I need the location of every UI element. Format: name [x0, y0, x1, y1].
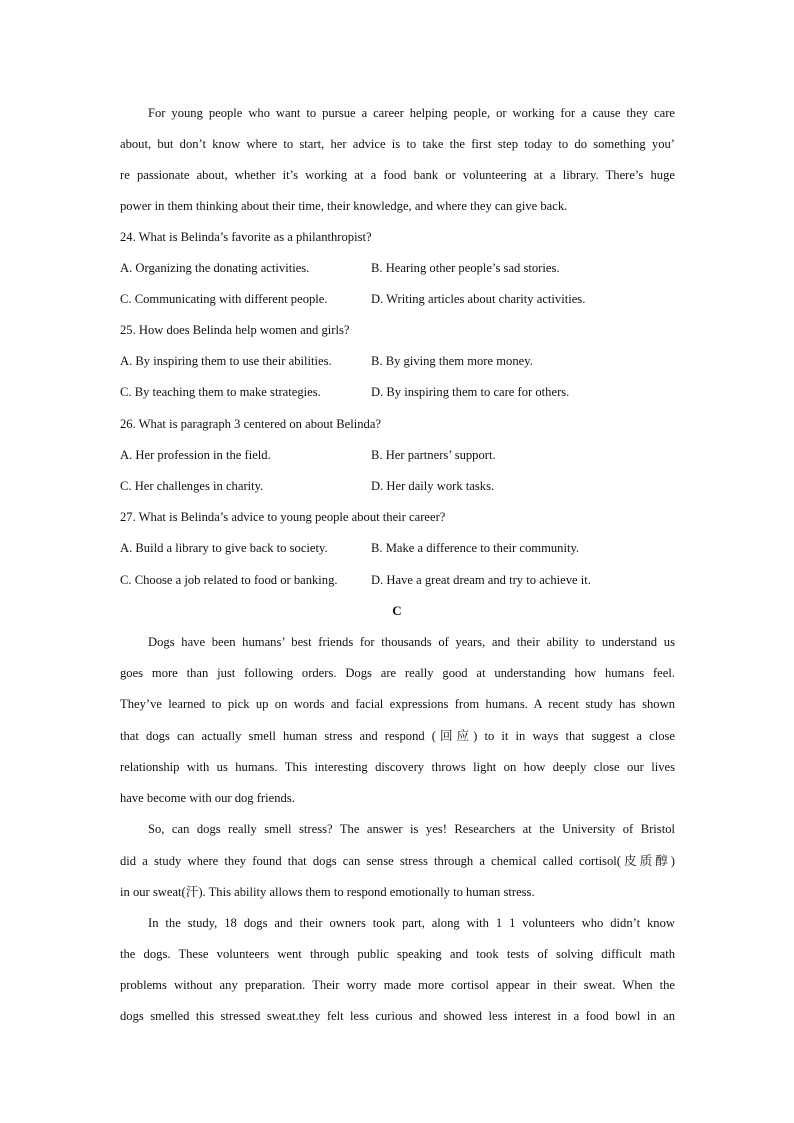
section-heading: C [392, 603, 402, 618]
passage-c-line: problems without any preparation. Their worry made more cortisol appear in their sweat. When the [120, 978, 675, 992]
answer-option: C. By teaching them to make strategies. [120, 385, 321, 399]
passage-b-line: re passionate about, whether it’s working at a food bank or volunteering at a library. There’s huge [120, 168, 675, 182]
answer-option: D. By inspiring them to care for others. [371, 385, 570, 399]
answer-option: B. By giving them more money. [371, 354, 533, 368]
answer-option: D. Her daily work tasks. [371, 479, 495, 493]
question-stem: 26. What is paragraph 3 centered on about Belinda? [120, 417, 381, 431]
passage-c-line: that dogs can actually smell human stress and respond (回应) to it in ways that suggest a close [120, 729, 675, 743]
passage-c-line: So, can dogs really smell stress? The answer is yes! Researchers at the University of Bristol [148, 822, 675, 836]
passage-c-line: dogs smelled this stressed sweat.they felt less curious and showed less interest in a food bowl in an [120, 1009, 675, 1023]
question-stem: 24. What is Belinda’s favorite as a philanthropist? [120, 230, 372, 244]
answer-option: B. Make a difference to their community. [371, 541, 580, 555]
passage-c-line: relationship with us humans. This interesting discovery throws light on how deeply close our lives [120, 760, 675, 774]
question-stem: 27. What is Belinda’s advice to young people about their career? [120, 510, 446, 524]
answer-option: B. Hearing other people’s sad stories. [371, 261, 560, 275]
answer-option: C. Her challenges in charity. [120, 479, 264, 493]
passage-c-line: They’ve learned to pick up on words and facial expressions from humans. A recent study has shown [120, 697, 675, 711]
answer-option: B. Her partners’ support. [371, 448, 496, 462]
answer-option: D. Have a great dream and try to achieve it. [371, 573, 591, 587]
passage-c-line: Dogs have been humans’ best friends for thousands of years, and their ability to understand us [148, 635, 675, 649]
passage-c-line: have become with our dog friends. [120, 791, 295, 805]
passage-b-line: about, but don’t know where to start, her advice is to take the first step today to do something you’ [120, 137, 675, 151]
answer-option: D. Writing articles about charity activities. [371, 292, 586, 306]
answer-option: A. Build a library to give back to society. [120, 541, 328, 555]
passage-c-line: did a study where they found that dogs can sense stress through a chemical called cortisol(皮质醇) [120, 854, 675, 868]
passage-b-line: For young people who want to pursue a career helping people, or working for a cause they care [148, 106, 675, 120]
question-stem: 25. How does Belinda help women and girls? [120, 323, 350, 337]
answer-option: C. Choose a job related to food or banking. [120, 573, 338, 587]
answer-option: C. Communicating with different people. [120, 292, 328, 306]
passage-c-line: the dogs. These volunteers went through public speaking and took tests of solving difficult math [120, 947, 675, 961]
passage-c-line: goes more than just following orders. Dogs are really good at understanding how humans feel. [120, 666, 675, 680]
answer-option: A. Her profession in the field. [120, 448, 271, 462]
answer-option: A. By inspiring them to use their abilities. [120, 354, 332, 368]
passage-b-line: power in them thinking about their time, their knowledge, and where they can give back. [120, 199, 568, 213]
passage-c-line: In the study, 18 dogs and their owners took part, along with 1 1 volunteers who didn’t know [148, 916, 675, 930]
answer-option: A. Organizing the donating activities. [120, 261, 310, 275]
passage-c-line: in our sweat(汗). This ability allows them to respond emotionally to human stress. [120, 885, 535, 899]
